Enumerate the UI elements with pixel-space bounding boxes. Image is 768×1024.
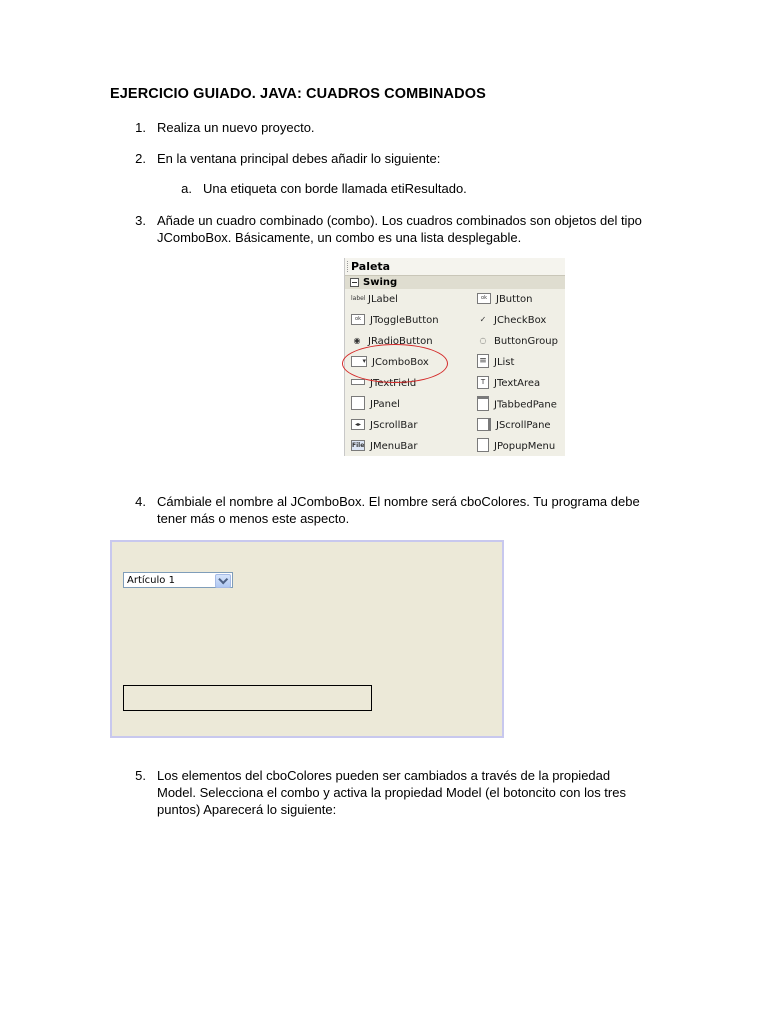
palette-item-label: JMenuBar <box>370 441 418 452</box>
palette-item-jpanel[interactable] <box>351 397 400 413</box>
palette-item-jscrollbar[interactable] <box>351 418 417 434</box>
step-text: Los elementos del cboColores pueden ser cambiados a través de la propiedad <box>157 768 611 783</box>
palette-item-label: JScrollPane <box>496 420 551 431</box>
palette-item-jtextarea[interactable] <box>477 376 540 392</box>
toggle-button-icon: ok <box>351 314 365 325</box>
textarea-icon: T <box>477 376 489 389</box>
section-label: Swing <box>363 277 398 288</box>
panel-icon <box>351 396 365 410</box>
palette-item-label: JRadioButton <box>368 336 433 347</box>
palette-item-jlist[interactable] <box>477 355 514 371</box>
palette-item-label: JCheckBox <box>494 315 547 326</box>
palette-item-jpopupmenu[interactable] <box>477 439 555 455</box>
step-number: a. <box>181 181 192 196</box>
cbo-colores-combobox[interactable] <box>123 572 233 588</box>
palette-item-label: JLabel <box>368 294 398 305</box>
palette-item-label: JScrollBar <box>370 420 418 431</box>
palette-item-label: JButton <box>496 294 533 305</box>
step-text: puntos) Aparecerá lo siguiente: <box>157 802 337 817</box>
palette-section-swing[interactable] <box>345 276 565 289</box>
palette-item-jtogglebutton[interactable] <box>351 313 439 329</box>
palette-item-jmenubar[interactable] <box>351 439 418 455</box>
step-number: 3. <box>135 213 146 228</box>
form-preview <box>110 540 504 738</box>
chevron-down-icon[interactable] <box>215 574 231 588</box>
palette-item-label: JPanel <box>370 399 400 410</box>
combobox-icon: ▾ <box>351 356 367 367</box>
palette-item-label: JTextField <box>370 378 417 389</box>
step-text: Añade un cuadro combinado (combo). Los cuadros combinados son objetos del tipo <box>157 213 642 228</box>
scrollpane-icon <box>477 418 491 431</box>
menubar-icon: File <box>352 441 365 449</box>
button-group-icon: ◌ <box>479 335 487 345</box>
step-text: Realiza un nuevo proyecto. <box>157 120 315 135</box>
palette-header: Paleta <box>345 258 565 276</box>
document-title: EJERCICIO GUIADO. JAVA: CUADROS COMBINADOS <box>110 86 486 102</box>
palette-item-label: JToggleButton <box>370 315 439 326</box>
palette-item-label: JComboBox <box>372 357 429 368</box>
step-text: tener más o menos este aspecto. <box>157 511 350 526</box>
scrollbar-icon: ◂▸ <box>351 419 365 430</box>
palette-item-label: JTextArea <box>494 378 541 389</box>
palette-item-label: ButtonGroup <box>494 336 558 347</box>
step-text: Una etiqueta con borde llamada etiResultado. <box>203 181 467 196</box>
palette-item-jbutton[interactable] <box>477 292 532 308</box>
palette-item-label: JPopupMenu <box>494 441 556 452</box>
collapse-icon[interactable] <box>350 278 359 287</box>
eti-resultado-label <box>123 685 372 711</box>
popup-menu-icon <box>477 438 489 452</box>
step-number: 4. <box>135 494 146 509</box>
textfield-icon <box>351 379 365 385</box>
tabbed-pane-icon <box>477 396 489 411</box>
list-icon: ≡ <box>477 354 489 368</box>
checkbox-icon: ✓ <box>479 314 487 324</box>
palette-item-jscrollpane[interactable] <box>477 418 551 434</box>
step-number: 5. <box>135 768 146 783</box>
radio-button-icon: ◉ <box>353 335 361 345</box>
step-text: Cámbiale el nombre al JComboBox. El nombre será cboColores. Tu programa debe <box>157 494 640 509</box>
button-icon: ok <box>477 293 491 304</box>
palette-item-jlabel[interactable] <box>351 292 398 308</box>
palette-item-jcheckbox[interactable] <box>477 313 546 329</box>
label-icon: label <box>351 294 366 302</box>
palette-item-label: JList <box>494 357 515 368</box>
step-text: En la ventana principal debes añadir lo siguiente: <box>157 151 441 166</box>
step-number: 1. <box>135 120 146 135</box>
combo-selected-value: Artículo 1 <box>127 575 175 586</box>
palette-item-buttongroup[interactable] <box>477 334 558 350</box>
step-number: 2. <box>135 151 146 166</box>
palette-item-jtabbedpane[interactable] <box>477 397 557 413</box>
step-text: Model. Selecciona el combo y activa la propiedad Model (el botoncito con los tres <box>157 785 626 800</box>
step-text: JComboBox. Básicamente, un combo es una lista desplegable. <box>157 230 522 245</box>
highlight-circle <box>342 344 448 383</box>
palette-item-label: JTabbedPane <box>494 399 557 411</box>
